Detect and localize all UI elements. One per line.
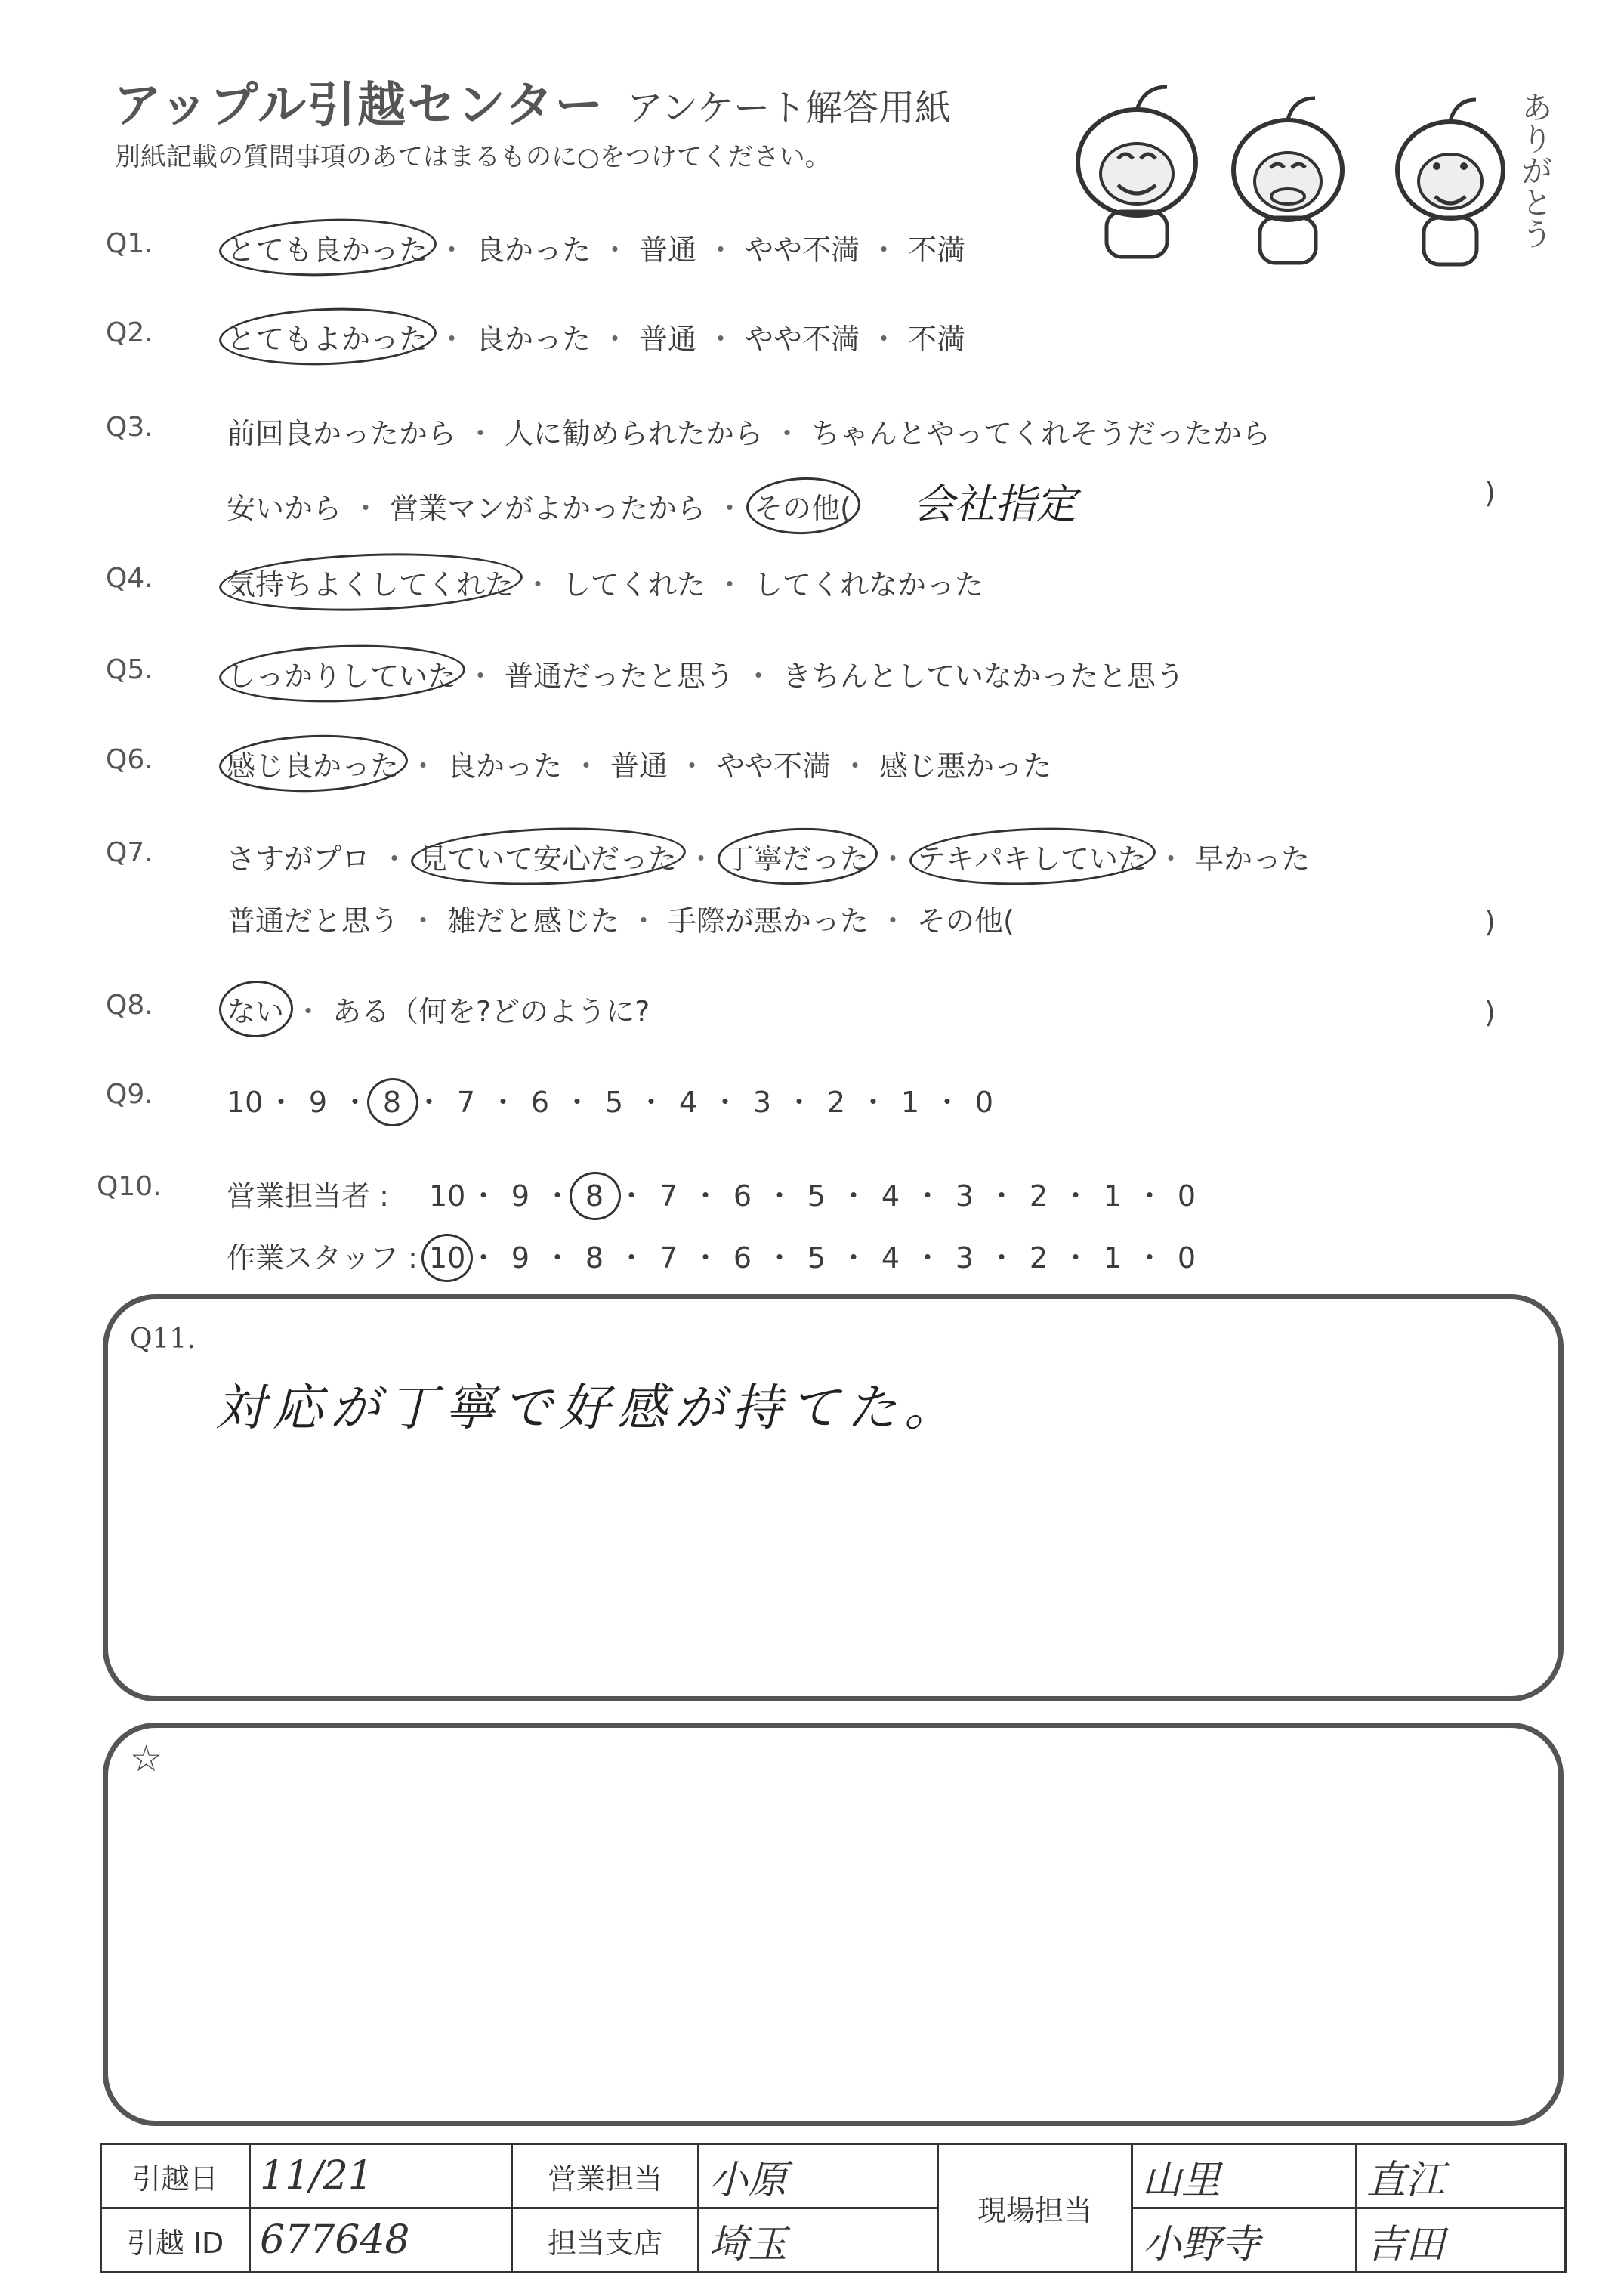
site-staff-label: 現場担当 [938,2144,1132,2273]
q11-answer: 対応が丁寧で好感が持てた。 [215,1379,962,1437]
q10-sales-score-2[interactable]: 2 [1029,1179,1048,1213]
q3-options-line2: 安いから ・ 営業マンがよかったから ・ その他( 会社指定 [227,481,1076,528]
q9-score-0[interactable]: 0 [974,1086,994,1119]
q4-number: Q4. [106,563,153,594]
q3-options-line1: 前回良かったから ・ 人に勧められたから ・ ちゃんとやってくれそうだったから [227,410,1270,452]
q7-option-1[interactable]: さすがプロ [227,842,371,876]
q1-options: とても良かった ・ 良かった ・ 普通 ・ やや不満 ・ 不満 [227,227,965,268]
q10-staff-score-5[interactable]: 5 [807,1241,826,1275]
q7-close-paren: ) [1484,905,1496,938]
q1-number: Q1. [106,228,153,259]
q10-staff-score-3[interactable]: 3 [955,1241,974,1275]
q10-staff-score-9[interactable]: 9 [511,1241,530,1275]
q3-other-answer: 会社指定 [912,481,1076,528]
q5-option-1[interactable]: しっかりしていた [227,653,456,694]
q10-staff-score-6[interactable]: 6 [733,1241,752,1275]
q7-option-3[interactable]: 丁寧だった [725,836,869,877]
q9-score-10[interactable]: 10 [227,1086,264,1119]
q10-sales-score-5[interactable]: 5 [807,1179,826,1213]
q6-options: 感じ良かった ・ 良かった ・ 普通 ・ やや不満 ・ 感じ悪かった [227,743,1051,784]
q3-option-2[interactable]: 人に勧められたから [505,417,764,450]
q10-sales-score-7[interactable]: 7 [659,1179,678,1213]
q10-staff-score-1[interactable]: 1 [1103,1241,1122,1275]
q7-option-8[interactable]: 手際が悪かった [668,904,869,938]
site-staff-3: 小野寺 [1132,2208,1357,2273]
q9-score-9[interactable]: 9 [308,1086,328,1119]
q10-staff-score-8[interactable]: 8 [585,1241,604,1275]
q3-option-1[interactable]: 前回良かったから [227,417,457,450]
q1-option-2[interactable]: 良かった [476,233,591,267]
q4-option-1[interactable]: 気持ちよくしてくれた [227,561,514,603]
star-label: ☆ [130,1738,163,1780]
q2-number: Q2. [106,317,153,348]
q2-option-1[interactable]: とてもよかった [227,316,428,357]
q9-scale: 10 ・ 9 ・ 8 ・ 7 ・ 6 ・ 5 ・ 4 ・ 3 ・ 2 ・ 1 ・ 0 [227,1079,1002,1120]
q5-options: しっかりしていた ・ 普通だったと思う ・ きちんとしていなかったと思う [227,653,1184,694]
monkey-mascot-icon [1216,83,1360,272]
q10-staff-label: 作業スタッフ : [227,1241,418,1275]
q3-option-5[interactable]: 営業マンがよかったから [390,492,706,525]
move-id-label: 引越 ID [101,2208,250,2273]
q10-sales-score-10[interactable]: 10 [429,1179,466,1213]
q1-option-5[interactable]: 不満 [908,233,966,267]
q6-option-1[interactable]: 感じ良かった [227,743,399,784]
q10-sales-score-4[interactable]: 4 [881,1179,900,1213]
move-id-value: 677648 [250,2208,512,2273]
q7-option-other[interactable]: その他( [917,904,1014,938]
q7-option-5[interactable]: 早かった [1195,842,1311,876]
site-staff-1: 山里 [1132,2144,1357,2208]
q2-option-4[interactable]: やや不満 [745,323,860,356]
move-date-value: 11/21 [250,2144,512,2208]
q3-option-3[interactable]: ちゃんとやってくれそうだったから [811,417,1271,450]
q1-option-1[interactable]: とても良かった [227,227,428,268]
q6-option-2[interactable]: 良かった [447,749,563,783]
q8-option-1[interactable]: ない [227,988,284,1030]
q10-staff-score-7[interactable]: 7 [659,1241,678,1275]
monkey-mascot-icon [1382,83,1518,272]
q7-options-line2: 普通だと思う ・ 雑だと感じた ・ 手際が悪かった ・ その他( [227,898,1014,939]
site-staff-2: 直江 [1357,2144,1566,2208]
q7-options-line1: さすがプロ ・ 見ていて安心だった ・ 丁寧だった ・ テキパキしていた ・ 早かった [227,836,1310,877]
q9-score-7[interactable]: 7 [456,1086,476,1119]
q10-sales-score-0[interactable]: 0 [1177,1179,1196,1213]
q10-staff-score-4[interactable]: 4 [881,1241,900,1275]
q6-option-5[interactable]: 感じ悪かった [879,749,1052,783]
monkey-mascot-icon [1057,72,1216,268]
q6-option-4[interactable]: やや不満 [716,749,832,783]
q9-number: Q9. [106,1079,153,1110]
q3-option-4[interactable]: 安いから [227,492,342,525]
company-title: アップル引越センター [113,78,605,134]
q3-close-paren: ) [1484,476,1496,509]
q10-staff-score-2[interactable]: 2 [1029,1241,1048,1275]
star-comment-box[interactable] [103,1723,1564,2126]
q7-option-2[interactable]: 見ていて安心だった [418,836,677,877]
q7-option-6[interactable]: 普通だと思う [227,904,400,938]
sales-rep-value: 小原 [699,2144,938,2208]
q10-sales-score-6[interactable]: 6 [733,1179,752,1213]
q8-number: Q8. [106,990,153,1021]
branch-value: 埼玉 [699,2208,938,2273]
q5-option-3[interactable]: きちんとしていなかったと思う [783,660,1185,693]
q10-staff-score-0[interactable]: 0 [1177,1241,1196,1275]
q10-staff-score-10[interactable]: 10 [429,1241,466,1275]
q6-number: Q6. [106,744,153,775]
q7-option-4[interactable]: テキパキしていた [917,836,1147,877]
q9-score-1[interactable]: 1 [900,1086,920,1119]
q9-score-3[interactable]: 3 [752,1086,772,1119]
q9-score-5[interactable]: 5 [604,1086,624,1119]
q2-option-5[interactable]: 不満 [908,323,966,356]
q9-score-2[interactable]: 2 [826,1086,846,1119]
q3-number: Q3. [106,412,153,443]
q6-option-3[interactable]: 普通 [610,749,668,783]
q5-option-2[interactable]: 普通だったと思う [505,660,735,693]
sales-rep-label: 営業担当 [512,2144,699,2208]
q8-options: ない ・ ある（何を?どのように? [227,988,650,1030]
q10-sales-score-9[interactable]: 9 [511,1179,530,1213]
q2-option-2[interactable]: 良かった [476,323,591,356]
q9-score-4[interactable]: 4 [678,1086,698,1119]
q3-option-other[interactable]: その他( [754,485,851,527]
q10-sales-score-8[interactable]: 8 [577,1179,612,1213]
q1-option-4[interactable]: やや不満 [745,233,860,267]
q8-close-paren: ) [1484,996,1496,1029]
q11-comment-box[interactable] [103,1294,1564,1701]
q10-staff-row: 作業スタッフ : 10 ・ 9 ・ 8 ・ 7 ・ 6 ・ 5 ・ 4 ・ 3 ・ 2 ・ 1 ・ 0 [227,1235,1204,1276]
q4-option-3[interactable]: してくれなかった [754,568,984,601]
q10-sales-row: 営業担当者 : 10 ・ 9 ・ 8 ・ 7 ・ 6 ・ 5 ・ 4 ・ 3 ・ 2 ・ 1 ・ 0 [227,1173,1204,1214]
q11-label: Q11. [130,1324,196,1355]
q2-options: とてもよかった ・ 良かった ・ 普通 ・ やや不満 ・ 不満 [227,316,965,357]
arigatou-text: ありがとう [1517,91,1554,249]
q4-option-2[interactable]: してくれた [562,568,706,601]
q9-score-8[interactable]: 8 [375,1086,409,1119]
footer-info-table [100,2143,1567,2273]
q10-sales-label: 営業担当者 : [227,1179,389,1213]
q9-score-6[interactable]: 6 [530,1086,550,1119]
site-staff-4: 吉田 [1357,2208,1566,2273]
form-subtitle: アンケート解答用紙 [627,87,952,129]
instruction-text: 別紙記載の質問事項のあてはまるものに○をつけてください。 [115,142,831,172]
q2-option-3[interactable]: 普通 [639,323,697,356]
branch-label: 担当支店 [512,2208,699,2273]
q4-options: 気持ちよくしてくれた ・ してくれた ・ してくれなかった [227,561,983,603]
q5-number: Q5. [106,654,153,685]
q8-option-2[interactable]: ある（何を?どのように? [332,995,650,1028]
q1-option-3[interactable]: 普通 [639,233,697,267]
q7-number: Q7. [106,837,153,868]
q10-sales-score-3[interactable]: 3 [955,1179,974,1213]
q10-number: Q10. [97,1171,162,1202]
q10-sales-score-1[interactable]: 1 [1103,1179,1122,1213]
move-date-label: 引越日 [101,2144,250,2208]
q7-option-7[interactable]: 雑だと感じた [447,904,620,938]
